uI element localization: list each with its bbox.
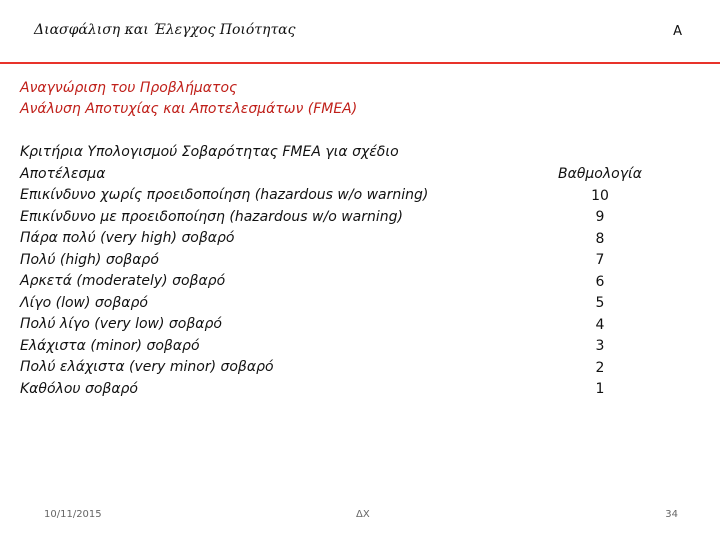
criteria-row: Καθόλου σοβαρό: [20, 380, 138, 397]
score-value: 10: [591, 187, 609, 204]
score-value: 4: [595, 316, 605, 333]
score-value: 8: [595, 230, 605, 247]
criteria-row: Πολύ λίγο (very low) σοβαρό: [20, 316, 222, 332]
column-header-score: Βαθμολογία: [558, 166, 642, 182]
score-value: 1: [595, 381, 605, 397]
criteria-title: Κριτήρια Υπολογισμού Σοβαρότητας FMEA για σχέδιο: [20, 144, 399, 160]
severity-criteria-list: [20, 142, 490, 400]
criteria-row: Πολύ (high) σοβαρό: [20, 251, 159, 268]
heading-problem-identification: Αναγνώριση του Προβλήματος: [20, 80, 238, 96]
criteria-row: Ελάχιστα (minor) σοβαρό: [20, 337, 200, 354]
criteria-row: Επικίνδυνο χωρίς προειδοποίηση (hazardous w/o warning): [20, 187, 429, 203]
slide-header-mark: A: [673, 24, 682, 39]
score-value: 2: [595, 359, 605, 376]
score-value: 6: [595, 273, 605, 290]
section-headings: [20, 78, 357, 120]
criteria-row: Πάρα πολύ (very high) σοβαρό: [20, 230, 235, 246]
criteria-row: Επικίνδυνο με προειδοποίηση (hazardous w/o warning): [20, 208, 403, 225]
header-divider: [0, 62, 720, 64]
score-value: 7: [595, 252, 605, 268]
score-value: 9: [595, 209, 605, 225]
column-header-result: Αποτέλεσμα: [20, 165, 106, 182]
score-value: 5: [595, 295, 605, 311]
footer-page-number: 34: [665, 509, 678, 520]
heading-fmea: Ανάλυση Αποτυχίας και Αποτελεσμάτων (FMEA): [20, 101, 358, 117]
footer-date: 10/11/2015: [44, 509, 102, 520]
criteria-row: Πολύ ελάχιστα (very minor) σοβαρό: [20, 359, 274, 375]
score-value: 3: [595, 338, 605, 354]
footer-author: ΔΧ: [356, 509, 370, 520]
severity-score-list: [540, 164, 660, 401]
criteria-row: Λίγο (low) σοβαρό: [20, 294, 148, 311]
slide-header-title: Διασφάλιση και Έλεγχος Ποιότητας: [34, 22, 296, 38]
criteria-row: Αρκετά (moderately) σοβαρό: [20, 273, 226, 289]
